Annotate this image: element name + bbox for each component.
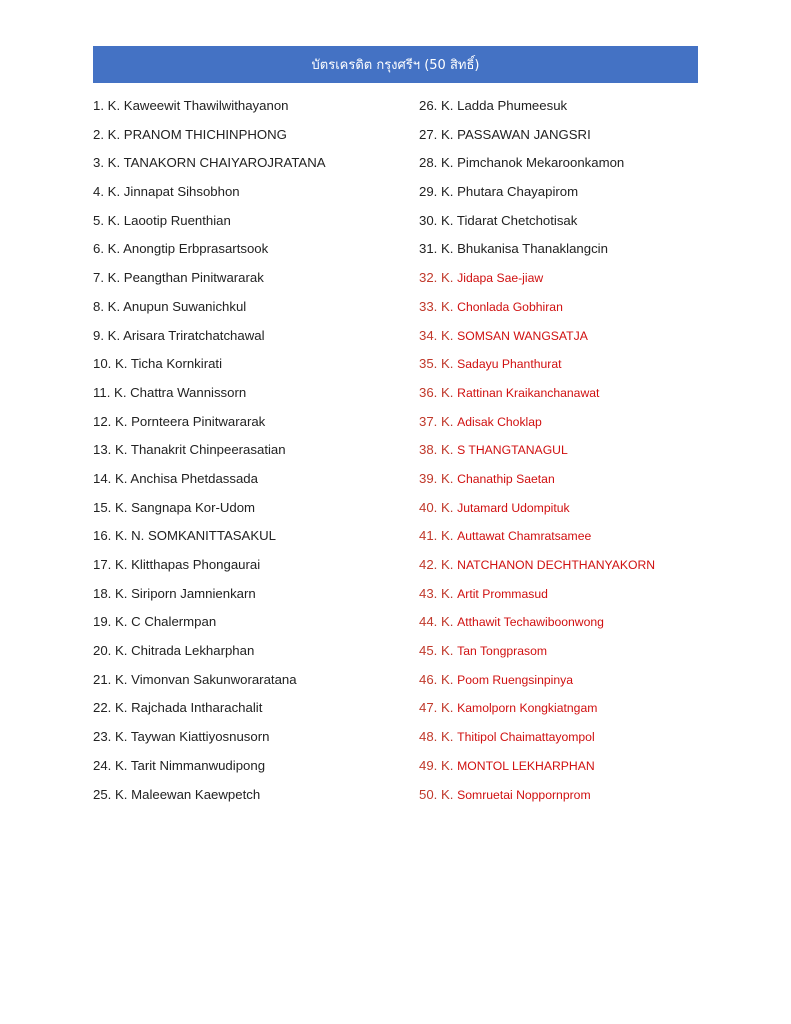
list-item-number: 3. K. <box>93 155 121 171</box>
list-item-name: Jidapa Sae-jiaw <box>457 271 544 286</box>
list-item-number: 37. K. <box>419 413 454 429</box>
winners-list-left <box>93 96 423 813</box>
list-item-name: Jutamard Udompituk <box>457 500 570 515</box>
list-item-number: 26. K. <box>419 98 454 113</box>
list-item-number: 45. K. <box>419 643 454 659</box>
list-item <box>93 785 423 814</box>
list-item <box>419 440 749 469</box>
list-item-number: 27. K. <box>419 126 454 142</box>
list-item-number: 25. K. <box>93 786 128 802</box>
list-item <box>93 125 423 154</box>
list-item-number: 42. K. <box>419 557 454 572</box>
list-item <box>419 584 749 613</box>
list-item <box>419 698 749 727</box>
list-item-number: 31. K. <box>419 241 454 257</box>
list-item-name: Tan Tongprasom <box>457 644 548 659</box>
list-item <box>93 440 423 469</box>
list-item <box>93 153 423 182</box>
list-item-name: Arisara Triratchatchawal <box>123 327 265 343</box>
list-item <box>93 268 423 297</box>
list-item <box>93 297 423 326</box>
list-item-number: 21. K. <box>93 671 128 687</box>
list-item-name: Artit Prommasud <box>457 586 548 601</box>
list-item <box>93 412 423 441</box>
list-item-name: Somruetai Noppornprom <box>457 787 591 802</box>
list-item <box>419 612 749 641</box>
list-item-number: 7. K. <box>93 270 121 286</box>
list-item <box>93 526 423 555</box>
list-item-name: Auttawat Chamratsamee <box>457 529 592 544</box>
list-item-number: 15. K. <box>93 499 128 515</box>
list-item-number: 41. K. <box>419 528 454 544</box>
list-item-number: 20. K. <box>93 643 128 659</box>
list-item-number: 29. K. <box>419 184 454 200</box>
list-item-name: Thanakrit Chinpeerasatian <box>130 442 286 458</box>
list-item-number: 36. K. <box>419 384 454 400</box>
list-item-name: Jinnapat Sihsobhon <box>123 184 240 200</box>
list-item <box>419 727 749 756</box>
list-item-name: Chanathip Saetan <box>457 471 555 486</box>
list-item-number: 8. K. <box>93 298 121 314</box>
list-item <box>419 412 749 441</box>
list-item <box>93 555 423 584</box>
list-item-name: Thitipol Chaimattayompol <box>457 730 595 745</box>
list-item-name: Rajchada Intharachalit <box>131 700 263 716</box>
list-item <box>93 612 423 641</box>
list-item-number: 10. K. <box>93 356 128 372</box>
list-item-name: Ticha Kornkirati <box>130 356 223 372</box>
list-item <box>93 641 423 670</box>
list-item-name: Rattinan Kraikanchanawat <box>457 385 600 400</box>
list-item-name: Kaweewit Thawilwithayanon <box>123 98 289 113</box>
list-item <box>419 125 749 154</box>
list-item-number: 4. K. <box>93 184 121 200</box>
list-item <box>93 756 423 785</box>
list-item-number: 1. K. <box>93 98 121 113</box>
list-item-name: Bhukanisa Thanaklangcin <box>457 241 608 257</box>
list-item-name: Chitrada Lekharphan <box>131 643 255 659</box>
list-item-name: Poom Ruengsinpinya <box>457 672 573 687</box>
list-item-number: 35. K. <box>419 356 454 372</box>
list-item-name: Taywan Kiattiyosnusorn <box>130 729 270 745</box>
list-item-name: Kamolporn Kongkiatngam <box>457 701 598 716</box>
list-item-name: Atthawit Techawiboonwong <box>457 615 604 630</box>
list-item-name: Vimonvan Sakunworaratana <box>131 671 297 687</box>
list-item <box>93 670 423 699</box>
list-item <box>419 268 749 297</box>
list-item-name: S THANGTANAGUL <box>457 443 568 458</box>
list-item-number: 14. K. <box>93 470 128 486</box>
list-item <box>93 354 423 383</box>
list-item-name: Pimchanok Mekaroonkamon <box>457 155 625 171</box>
list-item-name: Anupun Suwanichkul <box>123 298 247 314</box>
list-item-number: 39. K. <box>419 470 454 486</box>
list-item <box>93 698 423 727</box>
list-item <box>93 182 423 211</box>
list-item-number: 28. K. <box>419 155 454 171</box>
list-item-number: 48. K. <box>419 729 454 745</box>
list-item <box>419 96 749 125</box>
list-item-number: 30. K. <box>419 212 454 228</box>
list-item-number: 11. K. <box>93 384 127 400</box>
list-item-number: 12. K. <box>93 413 128 429</box>
list-item-number: 32. K. <box>419 270 454 286</box>
list-item-number: 22. K. <box>93 700 128 716</box>
list-item-name: PRANOM THICHINPHONG <box>123 126 287 142</box>
list-item-number: 49. K. <box>419 757 454 773</box>
list-item-number: 18. K. <box>93 585 128 601</box>
list-item-number: 24. K. <box>93 757 128 773</box>
list-item-number: 9. K. <box>93 327 121 343</box>
list-item-name: TANAKORN CHAIYAROJRATANA <box>123 155 326 171</box>
list-item-number: 44. K. <box>419 614 454 630</box>
list-item <box>419 641 749 670</box>
list-item <box>419 785 749 814</box>
list-item-name: Chonlada Gobhiran <box>457 299 563 314</box>
list-item-number: 46. K. <box>419 671 454 687</box>
list-item-number: 33. K. <box>419 298 454 314</box>
list-item <box>419 756 749 785</box>
list-item <box>93 498 423 527</box>
list-item <box>419 498 749 527</box>
list-item-name: Adisak Choklap <box>457 414 542 429</box>
list-item-name: Phutara Chayapirom <box>457 184 579 200</box>
list-item-number: 47. K. <box>419 700 454 716</box>
list-item-name: Sangnapa Kor-Udom <box>131 499 256 515</box>
list-item <box>419 383 749 412</box>
list-item <box>419 326 749 355</box>
list-item <box>419 670 749 699</box>
list-item <box>419 469 749 498</box>
list-item-number: 6. K. <box>93 241 121 257</box>
list-item <box>93 239 423 268</box>
list-item-name: Maleewan Kaewpetch <box>131 786 261 802</box>
list-item-number: 19. K. <box>93 614 128 630</box>
list-item-number: 5. K. <box>93 212 121 228</box>
list-item-name: Siriporn Jamnienkarn <box>131 585 256 601</box>
list-item <box>93 727 423 756</box>
list-item <box>419 354 749 383</box>
list-item-name: Peangthan Pinitwararak <box>123 270 264 286</box>
list-item <box>419 526 749 555</box>
list-item <box>419 297 749 326</box>
list-header-bar <box>93 46 698 83</box>
list-item-name: Anchisa Phetdassada <box>130 470 258 486</box>
list-item-number: 17. K. <box>93 557 128 572</box>
list-item <box>93 584 423 613</box>
list-item-name: N. SOMKANITTASAKUL <box>131 528 276 544</box>
list-item-number: 16. K. <box>93 528 128 544</box>
list-item-number: 13. K. <box>93 442 128 458</box>
winners-list-right <box>419 96 749 813</box>
list-item-name: Chattra Wannissorn <box>130 384 247 400</box>
list-item <box>419 555 749 584</box>
list-item <box>93 469 423 498</box>
list-item-number: 40. K. <box>419 499 454 515</box>
list-item <box>419 211 749 240</box>
list-item-number: 43. K. <box>419 585 454 601</box>
list-item-number: 38. K. <box>419 442 454 458</box>
list-item <box>419 153 749 182</box>
list-item <box>93 326 423 355</box>
list-item-name: Sadayu Phanthurat <box>457 357 562 372</box>
list-item-name: NATCHANON DECHTHANYAKORN <box>457 558 656 572</box>
list-item-number: 23. K. <box>93 729 128 745</box>
list-item-number: 2. K. <box>93 126 121 142</box>
list-item-name: MONTOL LEKHARPHAN <box>457 758 595 773</box>
list-item-name: C Chalermpan <box>131 614 217 630</box>
list-item <box>93 383 423 412</box>
list-item-name: SOMSAN WANGSATJA <box>457 328 588 343</box>
list-item-number: 34. K. <box>419 327 454 343</box>
list-item-name: Klitthapas Phongaurai <box>131 557 261 572</box>
list-item-number: 50. K. <box>419 786 454 802</box>
list-item <box>93 211 423 240</box>
list-item <box>419 182 749 211</box>
list-item <box>93 96 423 125</box>
list-item-name: Tidarat Chetchotisak <box>456 212 578 228</box>
list-item-name: Pornteera Pinitwararak <box>131 413 266 429</box>
list-item-name: Tarit Nimmanwudipong <box>130 757 266 773</box>
list-item-name: Ladda Phumeesuk <box>457 98 568 113</box>
list-item-name: Laootip Ruenthian <box>123 212 231 228</box>
list-item <box>419 239 749 268</box>
list-item-name: PASSAWAN JANGSRI <box>457 126 591 142</box>
list-title: บัตรเครดิต กรุงศรีฯ (50 สิทธิ์) <box>311 58 480 73</box>
list-item-name: Anongtip Erbprasartsook <box>123 241 269 257</box>
